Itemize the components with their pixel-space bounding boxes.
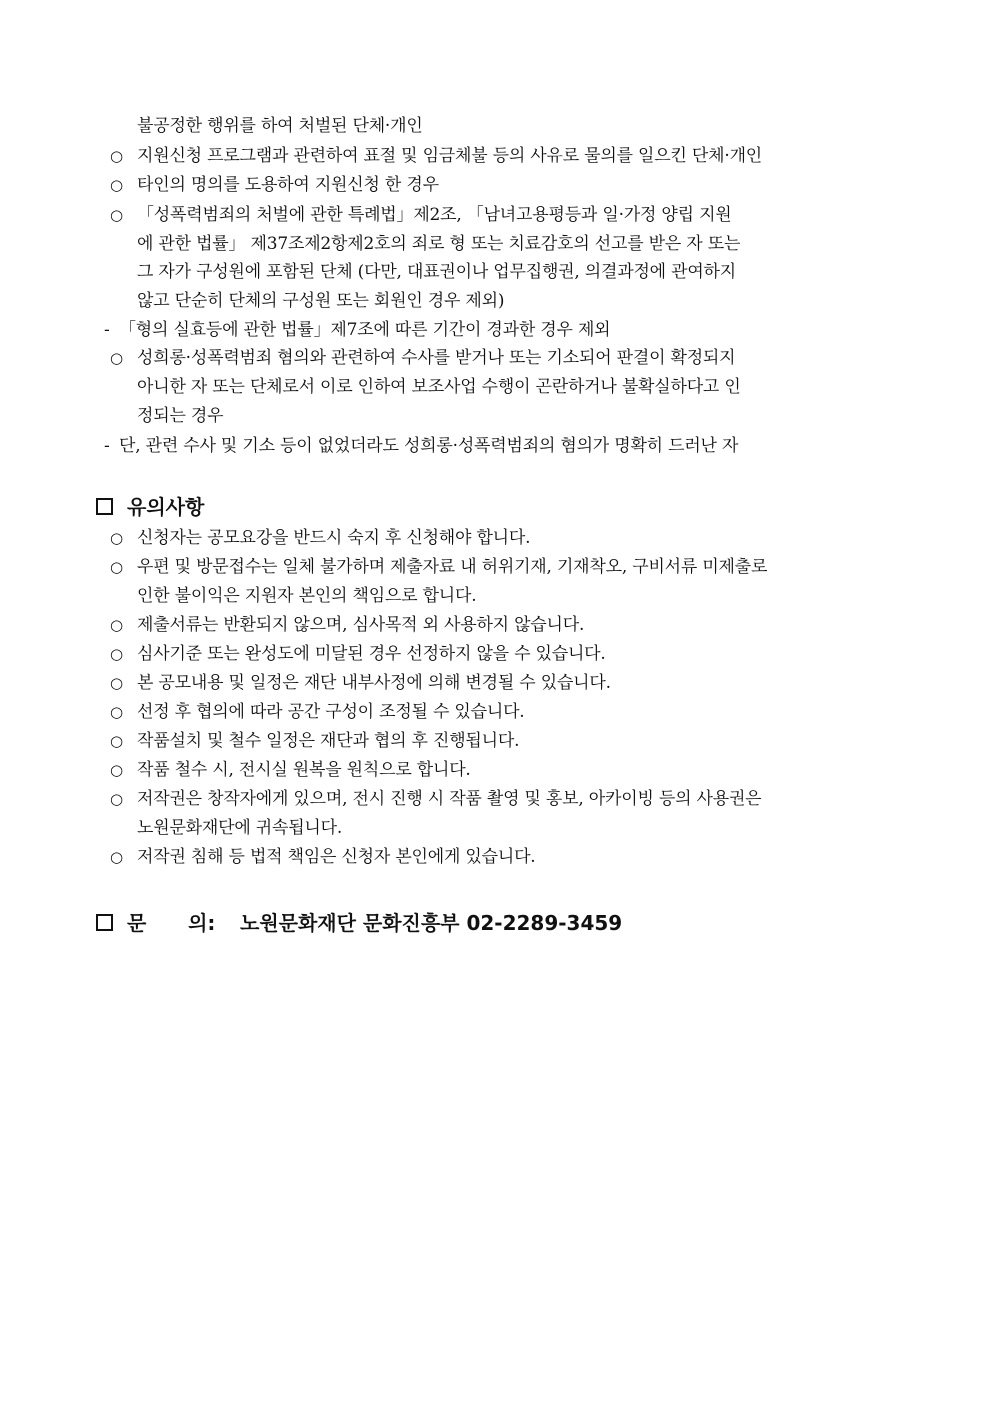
note-item-line: 노원문화재단에 귀속됩니다. <box>137 818 343 838</box>
bullet: ○ <box>110 732 124 750</box>
bullet: ○ <box>110 176 124 194</box>
note-item-line: 제출서류는 반환되지 않으며, 심사목적 외 사용하지 않습니다. <box>137 615 585 635</box>
eligibility-item-line: 타인의 명의를 도용하여 지원신청 한 경우 <box>137 175 439 195</box>
note-item-line: 작품설치 및 철수 일정은 재단과 협의 후 진행됩니다. <box>137 731 520 751</box>
bullet: ○ <box>110 558 124 576</box>
bullet: ○ <box>110 616 124 634</box>
dash-bullet: - <box>104 436 110 456</box>
bullet: ○ <box>110 761 124 779</box>
bullet: ○ <box>110 703 124 721</box>
dash-bullet: - <box>104 320 110 340</box>
eligibility-item-line: 「성폭력범죄의 처벌에 관한 특례법」제2조, 「남녀고용평등과 일·가정 양립 지원 <box>137 205 732 225</box>
bullet: ○ <box>110 790 124 808</box>
eligibility-item-line: 에 관한 법률」 제37조제2항제2호의 죄로 형 또는 치료감호의 선고를 받은 자 또는 <box>137 234 741 254</box>
note-item-line: 저작권은 창작자에게 있으며, 전시 진행 시 작품 촬영 및 홍보, 아카이빙 등의 사용권은 <box>137 789 762 809</box>
eligibility-item-line: 아니한 자 또는 단체로서 이로 인하여 보조사업 수행이 곤란하거나 불확실하다고 인 <box>137 377 741 397</box>
note-item-line: 선정 후 협의에 따라 공간 구성이 조정될 수 있습니다. <box>137 702 525 722</box>
bullet: ○ <box>110 147 124 165</box>
note-item-line: 작품 철수 시, 전시실 원복을 원칙으로 합니다. <box>137 760 471 780</box>
eligibility-item-line: 않고 단순히 단체의 구성원 또는 회원인 경우 제외) <box>137 291 505 311</box>
eligibility-item-line: 성희롱·성폭력범죄 혐의와 관련하여 수사를 받거나 또는 기소되어 판결이 확정되지 <box>137 348 736 368</box>
checkbox-icon <box>96 498 113 515</box>
bullet: ○ <box>110 529 124 547</box>
eligibility-item-line: 지원신청 프로그램과 관련하여 표절 및 임금체불 등의 사유로 물의를 일으킨 단체·개인 <box>137 146 763 166</box>
note-item-line: 본 공모내용 및 일정은 재단 내부사정에 의해 변경될 수 있습니다. <box>137 673 611 693</box>
note-item-line: 우편 및 방문접수는 일체 불가하며 제출자료 내 허위기재, 기재착오, 구비서류 미제출로 <box>137 557 768 577</box>
contact-value: 노원문화재단 문화진흥부 02-2289-3459 <box>240 911 623 935</box>
bullet: ○ <box>110 206 124 224</box>
contact-label: 문 의: <box>127 911 216 935</box>
bullet: ○ <box>110 349 124 367</box>
eligibility-item-line: 그 자가 구성원에 포함된 단체 (다만, 대표권이나 업무집행권, 의결과정에 관여하지 <box>137 262 736 282</box>
checkbox-icon <box>96 914 113 931</box>
note-item-line: 신청자는 공모요강을 반드시 숙지 후 신청해야 합니다. <box>137 528 531 548</box>
note-item-line: 인한 불이익은 지원자 본인의 책임으로 합니다. <box>137 586 477 606</box>
note-item-line: 저작권 침해 등 법적 책임은 신청자 본인에게 있습니다. <box>137 847 536 867</box>
bullet: ○ <box>110 848 124 866</box>
continuation-line: 불공정한 행위를 하여 처벌된 단체·개인 <box>137 116 423 136</box>
eligibility-item-line: 「형의 실효등에 관한 법률」제7조에 따른 기간이 경과한 경우 제외 <box>119 320 611 340</box>
eligibility-item-line: 단, 관련 수사 및 기소 등이 없었더라도 성희롱·성폭력범죄의 혐의가 명확히 드러난 자 <box>119 436 739 456</box>
eligibility-item-line: 정되는 경우 <box>137 406 224 426</box>
section-heading-notes: 유의사항 <box>127 495 205 519</box>
note-item-line: 심사기준 또는 완성도에 미달된 경우 선정하지 않을 수 있습니다. <box>137 644 606 664</box>
bullet: ○ <box>110 645 124 663</box>
bullet: ○ <box>110 674 124 692</box>
